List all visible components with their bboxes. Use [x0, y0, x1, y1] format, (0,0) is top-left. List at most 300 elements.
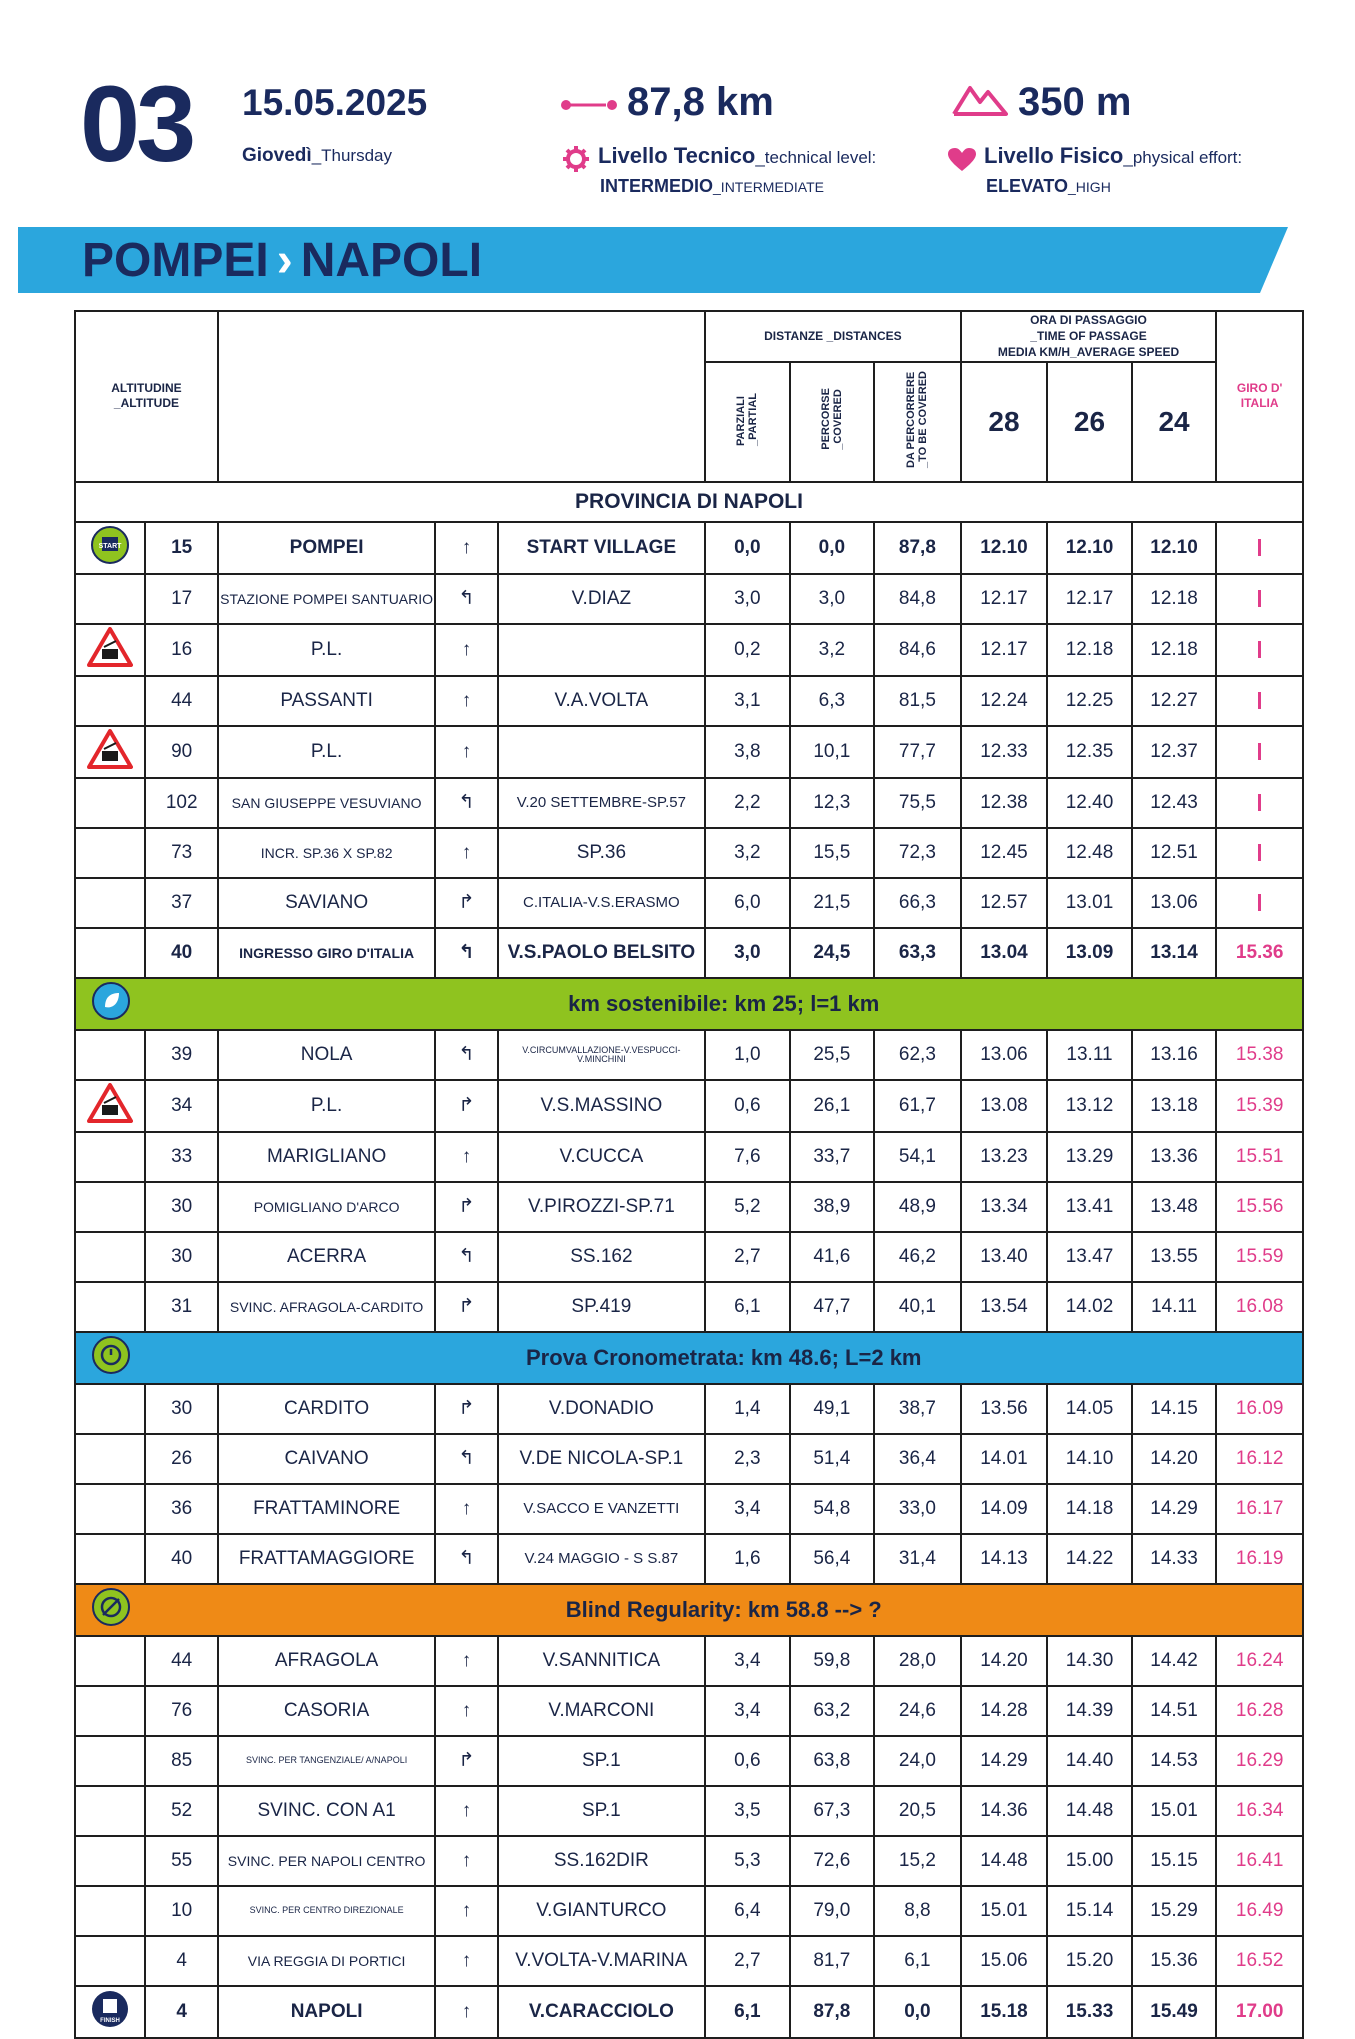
road-cell: SP.419: [498, 1282, 705, 1332]
altitude-cell: 90: [145, 726, 217, 778]
time-28-cell: 15.18: [961, 1986, 1048, 2038]
place-name-cell: CARDITO: [218, 1384, 435, 1434]
time-28-cell: 12.33: [961, 726, 1048, 778]
partial-distance-cell: 6,4: [705, 1886, 790, 1936]
altitude-cell: 76: [145, 1686, 217, 1736]
road-cell: V.VOLTA-V.MARINA: [498, 1936, 705, 1986]
time-26-cell: 12.25: [1047, 676, 1132, 726]
icon-cell: [75, 574, 145, 624]
covered-distance-cell: 59,8: [790, 1636, 875, 1686]
covered-distance-cell: 33,7: [790, 1132, 875, 1182]
distances-header: DISTANZE _DISTANCES: [705, 311, 961, 362]
speed-header-en: AVERAGE SPEED: [1076, 345, 1180, 360]
phys-value-it: ELEVATO: [986, 176, 1069, 196]
road-cell: SP.1: [498, 1736, 705, 1786]
place-name-cell: AFRAGOLA: [218, 1636, 435, 1686]
table-row: [75, 1434, 1303, 1484]
icon-cell: [75, 1936, 145, 1986]
time-26-cell: 12.35: [1047, 726, 1132, 778]
altitude-header-it: ALTITUDINE: [111, 380, 182, 395]
direction-arrow-icon: ↑: [435, 1132, 497, 1182]
partial-distance-cell: 3,4: [705, 1636, 790, 1686]
time-26-cell: 14.10: [1047, 1434, 1132, 1484]
time-28-cell: 14.48: [961, 1836, 1048, 1886]
remaining-distance-cell: 40,1: [874, 1282, 961, 1332]
gear-icon: [563, 146, 589, 172]
time-26-cell: 12.18: [1047, 624, 1132, 676]
partial-distance-cell: 0,2: [705, 624, 790, 676]
segment-row-orange: [75, 1584, 1303, 1636]
table-row: [75, 1534, 1303, 1584]
icon-cell: [75, 1282, 145, 1332]
direction-arrow-icon: ↰: [435, 1232, 497, 1282]
table-row: [75, 726, 1303, 778]
altitude-cell: 44: [145, 676, 217, 726]
table-row: [75, 828, 1303, 878]
giro-time-cell: 15.39: [1216, 1080, 1303, 1132]
time-26-cell: 13.11: [1047, 1030, 1132, 1080]
road-cell: V.A.VOLTA: [498, 676, 705, 726]
partial-distance-cell: 2,3: [705, 1434, 790, 1484]
time-26-cell: 14.40: [1047, 1736, 1132, 1786]
partial-distance-cell: 0,6: [705, 1080, 790, 1132]
direction-arrow-icon: ↱: [435, 1182, 497, 1232]
table-row: [75, 1786, 1303, 1836]
time-24-cell: 13.14: [1132, 928, 1217, 978]
direction-arrow-icon: ↱: [435, 1384, 497, 1434]
time-28-cell: 14.29: [961, 1736, 1048, 1786]
covered-distance-cell: 10,1: [790, 726, 875, 778]
time-24-cell: 13.06: [1132, 878, 1217, 928]
stage-header: [0, 0, 1355, 230]
giro-time-cell: 16.28: [1216, 1686, 1303, 1736]
remaining-distance-cell: 75,5: [874, 778, 961, 828]
table-row: [75, 778, 1303, 828]
table-row: [75, 1080, 1303, 1132]
weekday-en: _Thursday: [311, 146, 393, 165]
time-24-cell: 15.49: [1132, 1986, 1217, 2038]
giro-tick-mark: [1258, 894, 1261, 911]
time-24-cell: 15.15: [1132, 1836, 1217, 1886]
time-header-en: _TIME OF PASSAGE: [1030, 329, 1147, 344]
time-26-cell: 14.02: [1047, 1282, 1132, 1332]
time-24-cell: 13.55: [1132, 1232, 1217, 1282]
icon-cell: [75, 828, 145, 878]
icon-cell: [75, 1636, 145, 1686]
giro-tick-mark: [1258, 641, 1261, 658]
icon-cell: [75, 1434, 145, 1484]
time-24-cell: 14.53: [1132, 1736, 1217, 1786]
road-cell: SS.162: [498, 1232, 705, 1282]
time-24-cell: 13.36: [1132, 1132, 1217, 1182]
table-row: [75, 1886, 1303, 1936]
remaining-distance-cell: 84,6: [874, 624, 961, 676]
time-26-cell: 13.47: [1047, 1232, 1132, 1282]
to-be-covered-header-en: _TO BE COVERED: [917, 370, 930, 468]
giro-header: [1216, 311, 1303, 482]
remaining-distance-cell: 15,2: [874, 1836, 961, 1886]
partial-distance-cell: 5,3: [705, 1836, 790, 1886]
time-24-cell: 13.16: [1132, 1030, 1217, 1080]
altitude-cell: 34: [145, 1080, 217, 1132]
place-name-cell: SVINC. AFRAGOLA-CARDITO: [218, 1282, 435, 1332]
direction-arrow-icon: ↑: [435, 1836, 497, 1886]
time-24-cell: 12.43: [1132, 778, 1217, 828]
distance-icon: [560, 98, 618, 112]
icon-cell: [75, 1886, 145, 1936]
giro-time-cell: 16.52: [1216, 1936, 1303, 1986]
time-26-cell: 14.05: [1047, 1384, 1132, 1434]
direction-arrow-icon: ↱: [435, 1736, 497, 1786]
remaining-distance-cell: 6,1: [874, 1936, 961, 1986]
covered-distance-cell: 47,7: [790, 1282, 875, 1332]
giro-time-cell: 16.41: [1216, 1836, 1303, 1886]
remaining-distance-cell: 61,7: [874, 1080, 961, 1132]
giro-time-cell: 16.49: [1216, 1886, 1303, 1936]
sustainable-icon: [75, 978, 145, 1030]
giro-time-cell: [1216, 522, 1303, 574]
remaining-distance-cell: 46,2: [874, 1232, 961, 1282]
time-26-cell: 12.10: [1047, 522, 1132, 574]
giro-time-cell: [1216, 726, 1303, 778]
segment-row-green: [75, 978, 1303, 1030]
direction-arrow-icon: ↰: [435, 1534, 497, 1584]
time-28-cell: 14.36: [961, 1786, 1048, 1836]
place-name-cell: SAVIANO: [218, 878, 435, 928]
road-cell: V.CARACCIOLO: [498, 1986, 705, 2038]
place-name-cell: ACERRA: [218, 1232, 435, 1282]
altitude-header-en: _ALTITUDE: [113, 396, 179, 411]
place-name-cell: SVINC. CON A1: [218, 1786, 435, 1836]
icon-cell: [75, 1686, 145, 1736]
direction-arrow-icon: ↑: [435, 1786, 497, 1836]
direction-arrow-icon: ↱: [435, 878, 497, 928]
speed-26-header: 26: [1047, 362, 1132, 482]
speed-24-header: 24: [1132, 362, 1217, 482]
road-cell: V.20 SETTEMBRE-SP.57: [498, 778, 705, 828]
time-28-cell: 12.10: [961, 522, 1048, 574]
place-name-cell: SVINC. PER NAPOLI CENTRO: [218, 1836, 435, 1886]
icon-cell: [75, 1384, 145, 1434]
time-28-cell: 13.04: [961, 928, 1048, 978]
icon-cell: [75, 1182, 145, 1232]
time-28-cell: 14.28: [961, 1686, 1048, 1736]
segment-title: Prova Cronometrata: km 48.6; L=2 km: [145, 1332, 1303, 1384]
direction-arrow-icon: ↑: [435, 1636, 497, 1686]
partial-distance-cell: 5,2: [705, 1182, 790, 1232]
table-row: [75, 1232, 1303, 1282]
time-24-cell: 12.18: [1132, 574, 1217, 624]
altitude-cell: 4: [145, 1986, 217, 2038]
altitude-cell: 37: [145, 878, 217, 928]
level-crossing-icon: [75, 624, 145, 676]
icon-cell: [75, 1484, 145, 1534]
time-26-cell: 13.09: [1047, 928, 1132, 978]
giro-time-cell: 16.29: [1216, 1736, 1303, 1786]
route-title: [82, 233, 482, 288]
partial-distance-cell: 1,4: [705, 1384, 790, 1434]
time-24-cell: 15.36: [1132, 1936, 1217, 1986]
icon-cell: [75, 928, 145, 978]
covered-distance-cell: 56,4: [790, 1534, 875, 1584]
direction-arrow-icon: ↰: [435, 1030, 497, 1080]
altitude-cell: 55: [145, 1836, 217, 1886]
remaining-distance-cell: 24,0: [874, 1736, 961, 1786]
time-28-cell: 12.17: [961, 624, 1048, 676]
direction-arrow-icon: ↑: [435, 676, 497, 726]
time-28-cell: 12.57: [961, 878, 1048, 928]
table-row: [75, 1484, 1303, 1534]
covered-distance-cell: 25,5: [790, 1030, 875, 1080]
place-name-cell: INCR. SP.36 X SP.82: [218, 828, 435, 878]
giro-time-cell: 17.00: [1216, 1986, 1303, 2038]
table-row: [75, 1282, 1303, 1332]
remaining-distance-cell: 38,7: [874, 1384, 961, 1434]
giro-time-cell: [1216, 574, 1303, 624]
direction-arrow-icon: ↑: [435, 1936, 497, 1986]
technical-level-label: [598, 143, 876, 169]
road-cell: V.CUCCA: [498, 1132, 705, 1182]
level-crossing-icon: [75, 726, 145, 778]
partial-distance-cell: 1,0: [705, 1030, 790, 1080]
table-row: [75, 624, 1303, 676]
covered-distance-cell: 15,5: [790, 828, 875, 878]
covered-distance-cell: 38,9: [790, 1182, 875, 1232]
remaining-distance-cell: 48,9: [874, 1182, 961, 1232]
direction-arrow-icon: ↰: [435, 1434, 497, 1484]
table-row: [75, 1384, 1303, 1434]
place-name-cell: P.L.: [218, 624, 435, 676]
time-26-cell: 12.48: [1047, 828, 1132, 878]
altitude-cell: 10: [145, 1886, 217, 1936]
to-be-covered-header-it: DA PERCORRERE: [905, 371, 918, 468]
giro-tick-mark: [1258, 539, 1261, 556]
route-table-body: [75, 482, 1303, 2038]
time-26-cell: 13.29: [1047, 1132, 1132, 1182]
stage-number: 03: [80, 63, 193, 184]
table-row: [75, 522, 1303, 574]
icon-cell: [75, 676, 145, 726]
covered-distance-cell: 49,1: [790, 1384, 875, 1434]
time-28-cell: 13.54: [961, 1282, 1048, 1332]
covered-distance-cell: 54,8: [790, 1484, 875, 1534]
icon-cell: [75, 1030, 145, 1080]
road-cell: V.MARCONI: [498, 1686, 705, 1736]
direction-arrow-icon: ↰: [435, 778, 497, 828]
segment-row-blue: [75, 1332, 1303, 1384]
covered-distance-cell: 63,2: [790, 1686, 875, 1736]
giro-time-cell: 16.19: [1216, 1534, 1303, 1584]
remaining-distance-cell: 84,8: [874, 574, 961, 624]
giro-time-cell: 16.24: [1216, 1636, 1303, 1686]
road-cell: V.SACCO E VANZETTI: [498, 1484, 705, 1534]
road-cell: V.S.MASSINO: [498, 1080, 705, 1132]
partial-distance-cell: 3,0: [705, 928, 790, 978]
place-name-cell: SVINC. PER TANGENZIALE/ A/NAPOLI: [218, 1736, 435, 1786]
direction-arrow-icon: ↑: [435, 1686, 497, 1736]
covered-distance-cell: 0,0: [790, 522, 875, 574]
covered-distance-cell: 72,6: [790, 1836, 875, 1886]
covered-distance-cell: 21,5: [790, 878, 875, 928]
road-cell: C.ITALIA-V.S.ERASMO: [498, 878, 705, 928]
partial-distance-cell: 3,0: [705, 574, 790, 624]
giro-header-2: ITALIA: [1240, 396, 1279, 411]
partial-distance-cell: 3,8: [705, 726, 790, 778]
giro-tick-mark: [1258, 844, 1261, 861]
partial-distance-cell: 3,4: [705, 1484, 790, 1534]
remaining-distance-cell: 66,3: [874, 878, 961, 928]
stage-weekday: [242, 145, 392, 167]
table-row: [75, 1736, 1303, 1786]
direction-arrow-icon: ↰: [435, 574, 497, 624]
table-row: [75, 1132, 1303, 1182]
giro-time-cell: 16.09: [1216, 1384, 1303, 1434]
direction-arrow-icon: ↱: [435, 1282, 497, 1332]
covered-header: [790, 362, 875, 482]
table-row: [75, 1836, 1303, 1886]
svg-text:FINISH: FINISH: [100, 2017, 121, 2024]
giro-time-cell: [1216, 828, 1303, 878]
time-28-cell: 14.20: [961, 1636, 1048, 1686]
partial-header-en: _PARTIAL: [747, 392, 760, 446]
altitude-cell: 85: [145, 1736, 217, 1786]
direction-arrow-icon: ↑: [435, 1484, 497, 1534]
covered-distance-cell: 12,3: [790, 778, 875, 828]
road-cell: [498, 624, 705, 676]
altitude-cell: 52: [145, 1786, 217, 1836]
time-28-cell: 13.06: [961, 1030, 1048, 1080]
icon-cell: [75, 1232, 145, 1282]
remaining-distance-cell: 0,0: [874, 1986, 961, 2038]
altitude-cell: 40: [145, 1534, 217, 1584]
table-row: [75, 1182, 1303, 1232]
place-name-cell: NOLA: [218, 1030, 435, 1080]
altitude-cell: 73: [145, 828, 217, 878]
giro-time-cell: 16.34: [1216, 1786, 1303, 1836]
road-cell: V.24 MAGGIO - S S.87: [498, 1534, 705, 1584]
covered-distance-cell: 67,3: [790, 1786, 875, 1836]
route-separator-icon: ›: [276, 234, 293, 287]
time-24-cell: 12.27: [1132, 676, 1217, 726]
place-name-cell: P.L.: [218, 726, 435, 778]
time-28-cell: 14.09: [961, 1484, 1048, 1534]
time-26-cell: 14.48: [1047, 1786, 1132, 1836]
icon-cell: [75, 1132, 145, 1182]
altitude-cell: 39: [145, 1030, 217, 1080]
remaining-distance-cell: 28,0: [874, 1636, 961, 1686]
blind-regularity-icon: [75, 1584, 145, 1636]
place-name-cell: NAPOLI: [218, 1986, 435, 2038]
altitude-cell: 16: [145, 624, 217, 676]
route-from: POMPEI: [82, 234, 269, 287]
giro-time-cell: 15.59: [1216, 1232, 1303, 1282]
place-name-cell: FRATTAMAGGIORE: [218, 1534, 435, 1584]
covered-distance-cell: 79,0: [790, 1886, 875, 1936]
weekday-it: Giovedì: [242, 145, 312, 166]
altitude-cell: 33: [145, 1132, 217, 1182]
time-24-cell: 14.33: [1132, 1534, 1217, 1584]
road-cell: SP.36: [498, 828, 705, 878]
time-24-cell: 14.20: [1132, 1434, 1217, 1484]
time-24-cell: 12.51: [1132, 828, 1217, 878]
time-26-cell: 15.33: [1047, 1986, 1132, 2038]
giro-tick-mark: [1258, 743, 1261, 760]
partial-distance-cell: 3,5: [705, 1786, 790, 1836]
giro-time-cell: [1216, 676, 1303, 726]
timed-stage-icon: [75, 1332, 145, 1384]
speed-28-header: 28: [961, 362, 1048, 482]
time-28-cell: 12.38: [961, 778, 1048, 828]
place-name-cell: POMIGLIANO D'ARCO: [218, 1182, 435, 1232]
time-28-cell: 15.06: [961, 1936, 1048, 1986]
direction-arrow-icon: ↑: [435, 522, 497, 574]
to-be-covered-header: [874, 362, 961, 482]
table-row: [75, 1686, 1303, 1736]
remaining-distance-cell: 24,6: [874, 1686, 961, 1736]
time-28-cell: 12.24: [961, 676, 1048, 726]
altitude-cell: 4: [145, 1936, 217, 1986]
stage-distance: 87,8 km: [627, 80, 774, 124]
remaining-distance-cell: 8,8: [874, 1886, 961, 1936]
blank-header: [218, 311, 705, 482]
partial-distance-cell: 2,7: [705, 1936, 790, 1986]
phys-label-it: Livello Fisico: [984, 143, 1124, 168]
partial-distance-cell: 0,6: [705, 1736, 790, 1786]
road-cell: V.DIAZ: [498, 574, 705, 624]
covered-distance-cell: 41,6: [790, 1232, 875, 1282]
remaining-distance-cell: 20,5: [874, 1786, 961, 1836]
altitude-cell: 40: [145, 928, 217, 978]
giro-time-cell: [1216, 778, 1303, 828]
covered-distance-cell: 63,8: [790, 1736, 875, 1786]
giro-time-cell: 15.51: [1216, 1132, 1303, 1182]
road-cell: V.PIROZZI-SP.71: [498, 1182, 705, 1232]
svg-text:START: START: [98, 542, 122, 550]
road-cell: START VILLAGE: [498, 522, 705, 574]
route-table: [74, 310, 1304, 2039]
altitude-cell: 44: [145, 1636, 217, 1686]
time-28-cell: 13.08: [961, 1080, 1048, 1132]
segment-title: km sostenibile: km 25; l=1 km: [145, 978, 1303, 1030]
time-24-cell: 15.29: [1132, 1886, 1217, 1936]
altitude-cell: 31: [145, 1282, 217, 1332]
tech-value-it: INTERMEDIO: [600, 176, 714, 196]
table-row: [75, 1936, 1303, 1986]
time-header: [961, 311, 1217, 362]
time-24-cell: 14.15: [1132, 1384, 1217, 1434]
covered-distance-cell: 3,2: [790, 624, 875, 676]
time-26-cell: 15.14: [1047, 1886, 1132, 1936]
time-24-cell: 14.11: [1132, 1282, 1217, 1332]
place-name-cell: FRATTAMINORE: [218, 1484, 435, 1534]
partial-header-it: PARZIALI: [735, 395, 748, 446]
remaining-distance-cell: 36,4: [874, 1434, 961, 1484]
time-24-cell: 12.10: [1132, 522, 1217, 574]
altitude-cell: 26: [145, 1434, 217, 1484]
time-26-cell: 14.30: [1047, 1636, 1132, 1686]
covered-header-en: _COVERED: [831, 389, 844, 450]
road-cell: V.DE NICOLA-SP.1: [498, 1434, 705, 1484]
altitude-cell: 36: [145, 1484, 217, 1534]
covered-header-it: PERCORSE: [819, 388, 832, 450]
place-name-cell: SVINC. PER CENTRO DIREZIONALE: [218, 1886, 435, 1936]
icon-cell: [75, 1836, 145, 1886]
covered-distance-cell: 81,7: [790, 1936, 875, 1986]
remaining-distance-cell: 62,3: [874, 1030, 961, 1080]
place-name-cell: CAIVANO: [218, 1434, 435, 1484]
road-cell: SP.1: [498, 1786, 705, 1836]
phys-label-en: _physical effort:: [1123, 148, 1243, 167]
